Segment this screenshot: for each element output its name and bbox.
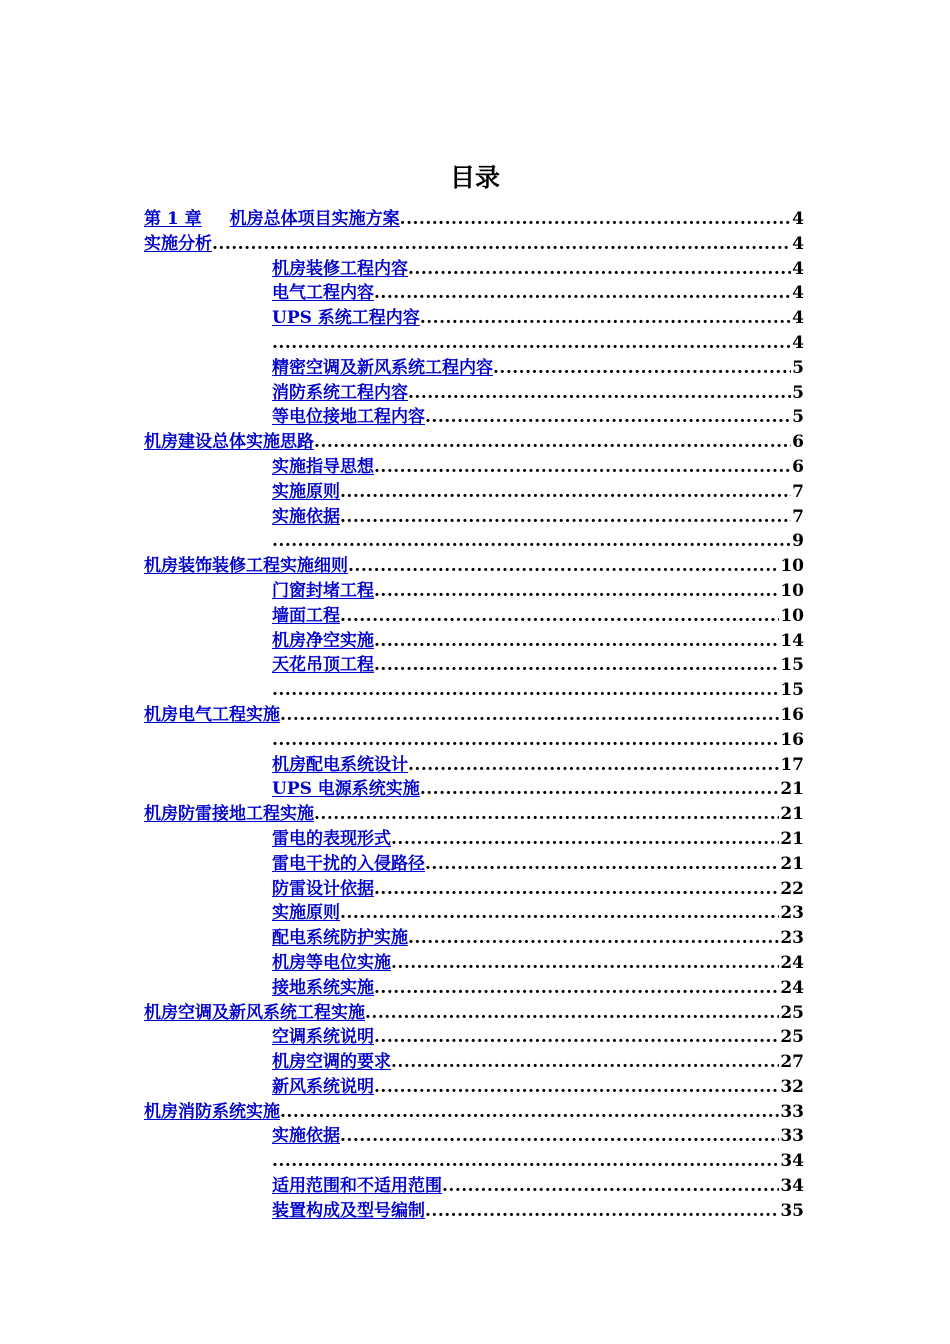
toc-dot-leader [340,480,791,505]
toc-entry[interactable] [144,281,804,306]
toc-page-number: 5 [792,407,804,428]
toc-dot-leader [340,505,791,530]
toc-dot-leader [374,877,779,902]
toc-entry-link[interactable] [272,753,408,778]
toc-entry[interactable] [144,306,804,331]
toc-entry-label: 实施依据 [272,506,340,527]
toc-page-number: 21 [780,828,804,849]
toc-entry-label: 接地系统实施 [272,977,374,998]
toc-entry-label: 空调系统说明 [272,1027,374,1048]
toc-entry[interactable] [144,356,804,381]
toc-dot-leader [400,207,791,232]
toc-dot-leader [408,381,791,406]
toc-entry-link[interactable] [272,306,420,331]
toc-entry[interactable] [144,257,804,282]
toc-entry[interactable] [144,381,804,406]
toc-entry[interactable] [144,852,804,877]
toc-page-number: 7 [792,481,804,502]
toc-entry-link[interactable] [272,629,374,654]
toc-page-number: 4 [792,209,804,229]
toc-entry[interactable] [144,976,804,1001]
toc-dot-leader [272,728,779,753]
toc-page-number: 24 [780,977,804,998]
toc-entry-label: 机房装修工程内容 [272,258,408,279]
toc-dot-leader [340,1124,779,1149]
toc-dot-leader [280,1100,779,1125]
toc-entry-label: UPS 系统工程内容 [272,308,420,329]
toc-entry-link[interactable] [272,1174,442,1199]
toc-dot-leader [374,455,791,480]
toc-entry-label: 机房配电系统设计 [272,754,408,775]
toc-dot-leader [374,976,779,1001]
toc-page-number: 24 [780,952,804,973]
toc-entry-link[interactable] [272,653,374,678]
toc-dot-leader [442,1174,779,1199]
toc-dot-leader [425,1199,779,1224]
toc-entry[interactable] [144,604,804,629]
toc-entry[interactable] [144,728,804,753]
toc-dot-leader [374,1075,779,1100]
toc-dot-leader [280,703,779,728]
toc-entry-label: 机房装饰装修工程实施细则 [144,556,348,577]
table-of-contents [144,207,804,1224]
toc-page-number: 35 [780,1200,804,1221]
toc-chapter-number: 第 1 章 [144,209,202,229]
toc-page-number: 33 [780,1101,804,1122]
toc-entry-label: 机房总体项目实施方案 [229,209,400,229]
toc-entry-label: 雷电干扰的入侵路径 [272,853,425,874]
toc-entry[interactable] [144,1174,804,1199]
toc-entry[interactable] [144,678,804,703]
toc-entry[interactable] [144,777,804,802]
toc-entry-link[interactable] [144,1100,280,1125]
toc-page-number: 33 [780,1126,804,1147]
toc-entry-link[interactable] [272,1075,374,1100]
toc-page-number: 27 [780,1052,804,1073]
toc-dot-leader [391,827,779,852]
toc-page-number: 15 [780,655,804,676]
toc-entry-link[interactable] [144,430,314,455]
toc-dot-leader [391,1050,779,1075]
toc-entry-label: 等电位接地工程内容 [272,407,425,428]
toc-entry-link[interactable] [272,505,340,530]
toc-dot-leader [408,257,791,282]
toc-entry-label: 机房净空实施 [272,630,374,651]
toc-entry-label: UPS 电源系统实施 [272,779,420,800]
toc-page-number: 21 [780,853,804,874]
toc-page-number: 34 [780,1176,804,1197]
toc-dot-leader [408,926,779,951]
toc-entry-link[interactable] [272,1124,340,1149]
toc-entry[interactable] [144,480,804,505]
toc-dot-leader [391,951,779,976]
toc-entry[interactable] [144,1149,804,1174]
toc-entry-label: 电气工程内容 [272,283,374,304]
toc-page-number: 9 [792,531,804,552]
toc-entry-link[interactable] [272,827,391,852]
toc-entry[interactable] [144,951,804,976]
toc-page-number: 4 [792,283,804,304]
toc-entry[interactable] [144,802,804,827]
toc-page-number: 16 [780,729,804,750]
toc-entry-link[interactable] [272,579,374,604]
toc-dot-leader [272,678,779,703]
toc-entry-label: 实施原则 [272,481,340,502]
toc-entry-label: 实施分析 [144,233,212,254]
toc-dot-leader [314,802,779,827]
toc-entry-label: 机房等电位实施 [272,952,391,973]
toc-entry[interactable] [144,877,804,902]
toc-entry-label: 机房防雷接地工程实施 [144,804,314,825]
toc-entry[interactable] [144,430,804,455]
toc-entry[interactable] [144,1050,804,1075]
toc-page-number: 7 [792,506,804,527]
toc-page-number: 6 [792,432,804,453]
toc-entry[interactable] [144,1001,804,1026]
toc-entry-link[interactable] [272,1199,425,1224]
toc-dot-leader [408,753,779,778]
toc-dot-leader [374,579,779,604]
toc-dot-leader [374,629,779,654]
toc-entry-label: 天花吊顶工程 [272,655,374,676]
toc-page-number: 21 [780,804,804,825]
toc-entry[interactable] [144,1025,804,1050]
toc-entry[interactable] [144,207,804,232]
toc-entry[interactable] [144,827,804,852]
toc-entry[interactable] [144,1100,804,1125]
toc-page-number: 17 [780,754,804,775]
toc-entry-link[interactable] [272,356,493,381]
toc-page-number: 10 [780,580,804,601]
toc-page-number: 15 [780,680,804,701]
toc-entry-label: 防雷设计依据 [272,878,374,899]
toc-dot-leader [212,232,791,257]
toc-entry[interactable] [144,901,804,926]
toc-page-number: 16 [780,704,804,725]
toc-entry-link[interactable] [272,1025,374,1050]
toc-page-number: 6 [792,456,804,477]
toc-entry-link[interactable] [272,381,408,406]
toc-entry-label: 机房消防系统实施 [144,1101,280,1122]
toc-entry-label: 装置构成及型号编制 [272,1200,425,1221]
toc-entry-label: 精密空调及新风系统工程内容 [272,357,493,378]
toc-entry-link[interactable] [144,232,212,257]
toc-entry-link[interactable] [272,1050,391,1075]
toc-page-number: 4 [792,258,804,279]
toc-dot-leader [272,1149,779,1174]
toc-page-number: 10 [780,605,804,626]
toc-entry[interactable] [144,1199,804,1224]
toc-page-number: 4 [792,233,804,254]
toc-page-number: 5 [792,357,804,378]
toc-entry[interactable] [144,405,804,430]
toc-entry-label: 机房电气工程实施 [144,704,280,725]
toc-entry[interactable] [144,505,804,530]
toc-entry-label: 消防系统工程内容 [272,382,408,403]
toc-dot-leader [425,852,779,877]
toc-entry-link[interactable] [272,604,340,629]
toc-entry-label: 实施依据 [272,1126,340,1147]
toc-entry-label: 机房空调的要求 [272,1052,391,1073]
toc-entry-link[interactable] [144,1001,365,1026]
toc-entry-label: 机房空调及新风系统工程实施 [144,1002,365,1023]
toc-page-number: 5 [792,382,804,403]
toc-entry[interactable] [144,579,804,604]
toc-dot-leader [425,405,791,430]
toc-dot-leader [374,653,779,678]
toc-entry-link[interactable] [272,852,425,877]
toc-entry-label: 墙面工程 [272,605,340,626]
toc-entry-label: 新风系统说明 [272,1076,374,1097]
toc-entry[interactable] [144,1124,804,1149]
toc-dot-leader [340,604,779,629]
toc-page-number: 14 [780,630,804,651]
toc-entry-link[interactable] [144,207,400,232]
toc-entry[interactable] [144,629,804,654]
toc-dot-leader [374,1025,779,1050]
toc-entry[interactable] [144,1075,804,1100]
toc-page-number: 21 [780,779,804,800]
toc-dot-leader [314,430,791,455]
toc-entry-link[interactable] [272,976,374,1001]
toc-entry[interactable] [144,232,804,257]
toc-dot-leader [493,356,791,381]
toc-entry[interactable] [144,331,804,356]
toc-entry-label: 雷电的表现形式 [272,828,391,849]
toc-entry-label: 适用范围和不适用范围 [272,1176,442,1197]
toc-entry[interactable] [144,753,804,778]
toc-entry[interactable] [144,554,804,579]
toc-entry-link[interactable] [272,877,374,902]
toc-page-number: 23 [780,903,804,924]
toc-title: 目录 [449,163,500,192]
toc-page-number: 10 [780,556,804,577]
toc-entry-label: 实施原则 [272,903,340,924]
toc-entry-link[interactable] [272,405,425,430]
toc-entry[interactable] [144,703,804,728]
toc-entry-link[interactable] [272,281,374,306]
toc-page-number: 4 [792,308,804,329]
toc-entry[interactable] [144,926,804,951]
toc-entry-link[interactable] [144,554,348,579]
toc-dot-leader [420,306,791,331]
toc-entry-link[interactable] [272,901,340,926]
toc-dot-leader [340,901,779,926]
toc-entry[interactable] [144,529,804,554]
toc-entry-link[interactable] [272,257,408,282]
toc-dot-leader [272,331,791,356]
toc-page-number: 23 [780,928,804,949]
toc-entry-label: 配电系统防护实施 [272,928,408,949]
toc-entry[interactable] [144,455,804,480]
toc-entry-label: 实施指导思想 [272,456,374,477]
toc-dot-leader [374,281,791,306]
toc-entry-label: 机房建设总体实施思路 [144,432,314,453]
toc-dot-leader [272,529,791,554]
toc-dot-leader [348,554,779,579]
toc-page-number: 32 [780,1076,804,1097]
toc-entry[interactable] [144,653,804,678]
toc-page-number: 4 [792,332,804,353]
toc-dot-leader [420,777,780,802]
toc-entry-link[interactable] [144,802,314,827]
toc-page-number: 25 [780,1027,804,1048]
toc-entry-link[interactable] [144,703,280,728]
toc-entry-link[interactable] [272,777,420,802]
toc-entry-link[interactable] [272,455,374,480]
toc-page-number: 25 [780,1002,804,1023]
toc-dot-leader [365,1001,779,1026]
toc-entry-link[interactable] [272,480,340,505]
toc-entry-link[interactable] [272,951,391,976]
toc-entry-link[interactable] [272,926,408,951]
toc-page-number: 34 [780,1151,804,1172]
toc-entry-label: 门窗封堵工程 [272,580,374,601]
toc-page-number: 22 [780,878,804,899]
